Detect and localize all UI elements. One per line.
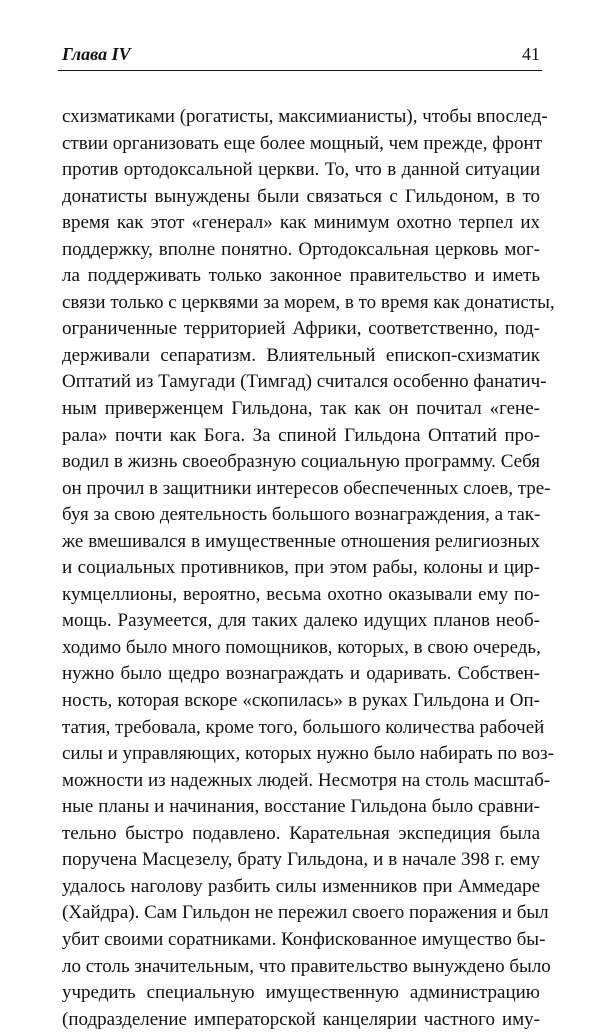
text-line: кумцеллионы, вероятно, весьма охотно оказывали ему по- xyxy=(62,583,540,605)
text-line: же вмешивался в имущественные отношения религиозных xyxy=(62,530,540,552)
text-line: против ортодоксальной церкви. То, что в данной ситуации xyxy=(62,159,540,181)
text-line: убит своими соратниками. Конфискованное имущество бы- xyxy=(62,928,546,950)
header-rule xyxy=(58,70,542,71)
text-line: ла поддерживать только законное правительство и иметь xyxy=(62,265,540,287)
text-line: ограниченные территорией Африки, соответственно, под- xyxy=(62,318,540,340)
text-line: водил в жизнь своеобразную социальную программу. Себя xyxy=(62,451,540,473)
text-line: буя за свою деятельность большого вознаграждения, а так- xyxy=(62,504,541,526)
text-line: схизматиками (рогатисты, максимианисты), чтобы впослед- xyxy=(62,106,548,127)
chapter-title: Глава IV xyxy=(62,44,131,64)
text-line: удалось наголову разбить силы изменников при Аммедаре xyxy=(62,875,540,897)
text-line: связи только с церквями за морем, в то время как донатисты, xyxy=(62,291,555,313)
text-line: ные планы и начинания, восстание Гильдона было сравни- xyxy=(62,796,540,818)
text-line: ствии организовать еще более мощный, чем прежде, фронт xyxy=(62,132,543,154)
text-line: силы и управляющих, которых нужно было набирать по воз- xyxy=(62,743,554,765)
text-line: Оптатий из Тамугади (Тимгад) считался особенно фанатич- xyxy=(62,371,547,393)
text-line: поддержку, вполне понятно. Ортодоксальная церковь мог- xyxy=(62,238,540,260)
page-number: 41 xyxy=(522,44,540,64)
text-line: учредить специальную имущественную администрацию xyxy=(62,982,540,1004)
running-head xyxy=(62,44,540,70)
text-line: татия, требовала, кроме того, большого количества рабочей xyxy=(62,716,545,738)
text-line: (Хайдра). Сам Гильдон не пережил своего поражения и был xyxy=(62,902,549,924)
text-line: ность, которая вскоре «скопилась» в руках Гильдона и Оп- xyxy=(62,690,540,712)
text-line: ло столь значительным, что правительство вынуждено было xyxy=(62,955,551,977)
text-line: ходимо было много помощников, которых, в свою очередь, xyxy=(62,636,541,658)
text-line: нужно было щедро вознаграждать и одаривать. Собствен- xyxy=(62,663,540,685)
text-line: можности из надежных людей. Несмотря на столь масштаб- xyxy=(62,769,551,791)
text-line: (подразделение императорской канцелярии частного иму- xyxy=(62,1008,540,1030)
text-line: рала» почти как Бога. За спиной Гильдона Оптатий про- xyxy=(62,424,540,446)
text-line: мощь. Разумеется, для таких далеко идущих планов необ- xyxy=(62,610,540,632)
text-line: и социальных противников, при этом рабы, колоны и цир- xyxy=(62,557,540,579)
text-line: он прочил в защитники интересов обеспеченных слоев, тре- xyxy=(62,477,551,499)
text-line: поручена Масцезелу, брату Гильдона, и в начале 398 г. ему xyxy=(62,849,540,871)
text-line: держивали сепаратизм. Влиятельный епископ-схизматик xyxy=(62,344,540,366)
body-text xyxy=(62,104,555,1033)
text-line: ным приверженцем Гильдона, так как он почитал «гене- xyxy=(62,398,540,420)
text-line: донатисты вынуждены были связаться с Гильдоном, в то xyxy=(62,185,540,207)
text-line: время как этот «генерал» как минимум охотно терпел их xyxy=(62,212,540,234)
text-line: тельно быстро подавлено. Карательная экспедиция была xyxy=(62,822,540,844)
